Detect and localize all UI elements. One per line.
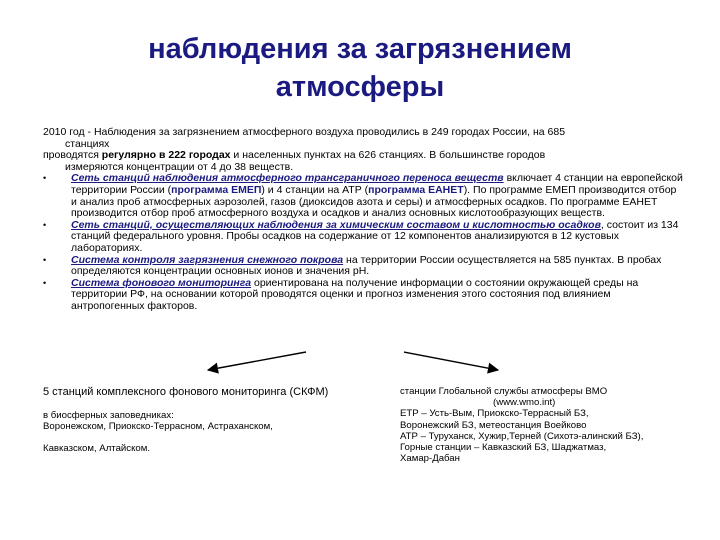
bullet-background-monitoring xyxy=(43,278,683,313)
right-line-2: Воронежский БЗ, метеостанция Воейково xyxy=(400,419,587,431)
bullet-text: на территории России осуществляется на 585 пунктах. В пробах определяются концентрации основных ионов и значения pH. xyxy=(71,253,662,278)
right-line-5: Хамар-Дабан xyxy=(400,453,460,465)
bullet-term: Система фонового мониторинга xyxy=(71,276,252,289)
right-column xyxy=(400,386,700,464)
intro-line-1: 2010 год - Наблюдения за загрязнением атмосферного воздуха проводились в 249 городах России, на 685 xyxy=(43,126,566,138)
intro-text-post: и населенных пунктах на 626 станциях. В большинстве городов xyxy=(230,149,546,162)
left-column xyxy=(43,386,343,455)
bullet-text: ) и 4 станции на АТР ( xyxy=(261,183,369,196)
bullet-term: Сеть станций, осуществляющих наблюдения за химическим составом и кислотностью осадков xyxy=(71,218,601,231)
intro-line-3: измеряются концентрации от 4 до 38 веществ. xyxy=(65,160,294,173)
right-line-1: ЕТР – Усть-Вым, Приокско-Террасный БЗ, xyxy=(400,408,589,420)
arrow-right xyxy=(404,352,498,370)
bullet-marker: • xyxy=(43,277,47,288)
right-url: (www.wmo.int) xyxy=(493,397,556,409)
bullet-marker: • xyxy=(43,173,47,184)
bullet-transboundary xyxy=(43,173,683,219)
main-text xyxy=(43,127,683,313)
bullet-term: Сеть станций наблюдения атмосферного трансграничного переноса веществ xyxy=(71,172,504,185)
bullet-term: Система контроля загрязнения снежного покрова xyxy=(71,253,344,266)
right-line-3: АТР – Туруханск, Хужир,Терней (Сихотэ-алинский БЗ), xyxy=(400,430,644,442)
intro-text: проводятся xyxy=(43,149,102,162)
bullet-marker: • xyxy=(43,219,47,230)
left-line-2: Воронежском, Приокско-Террасном, Астраханском, xyxy=(43,421,273,433)
right-head: станции Глобальной службы атмосферы ВМО xyxy=(400,386,608,397)
page-title xyxy=(0,30,720,106)
bullet-marker: • xyxy=(43,254,47,265)
intro-line-1b: станциях xyxy=(65,137,110,150)
arrow-left xyxy=(208,352,306,370)
title-line-1: наблюдения за загрязнением xyxy=(148,33,572,65)
intro-bold: регулярно в 222 городах xyxy=(101,149,231,162)
bullet-precipitation xyxy=(43,220,683,255)
left-line-1: в биосферных заповедниках: xyxy=(43,410,174,421)
left-head: 5 станций комплексного фонового мониторинга (СКФМ) xyxy=(43,386,329,398)
title-line-2: атмосферы xyxy=(275,71,445,103)
bullet-text: ориентирована на получение информации о состоянии окружающей среды на территории РФ, на основании которой проводятся оценки и прогноз изменения этого состояния под влиянием антропогенных факторов. xyxy=(71,276,639,312)
right-line-4: Горные станции – Кавказский БЗ, Шаджатмаз, xyxy=(400,442,607,454)
program-emep: программа ЕМЕП xyxy=(171,183,262,196)
left-line-3: Кавказском, Алтайском. xyxy=(43,443,150,455)
bullet-snow-cover xyxy=(43,255,683,278)
bullet-text: , состоит из 134 станций федерального уровня. Пробы осадков на содержание от 12 компонентов анализируются в 12 кустовых лабораториях. xyxy=(71,218,679,254)
bullet-text: ). По программе ЕМЕП производится отбор и анализ проб атмосферных аэрозолей, газов (диоксидов азота и серы) и атмосферных осадков. По программе EAHET производится отбор проб атмосферного воздуха и осадков и анализ основных кислотообразующих веществ. xyxy=(71,183,677,220)
program-eanet: программа EAHET xyxy=(368,183,464,196)
bullet-text: включает 4 станции на европейской территории России ( xyxy=(71,172,683,196)
